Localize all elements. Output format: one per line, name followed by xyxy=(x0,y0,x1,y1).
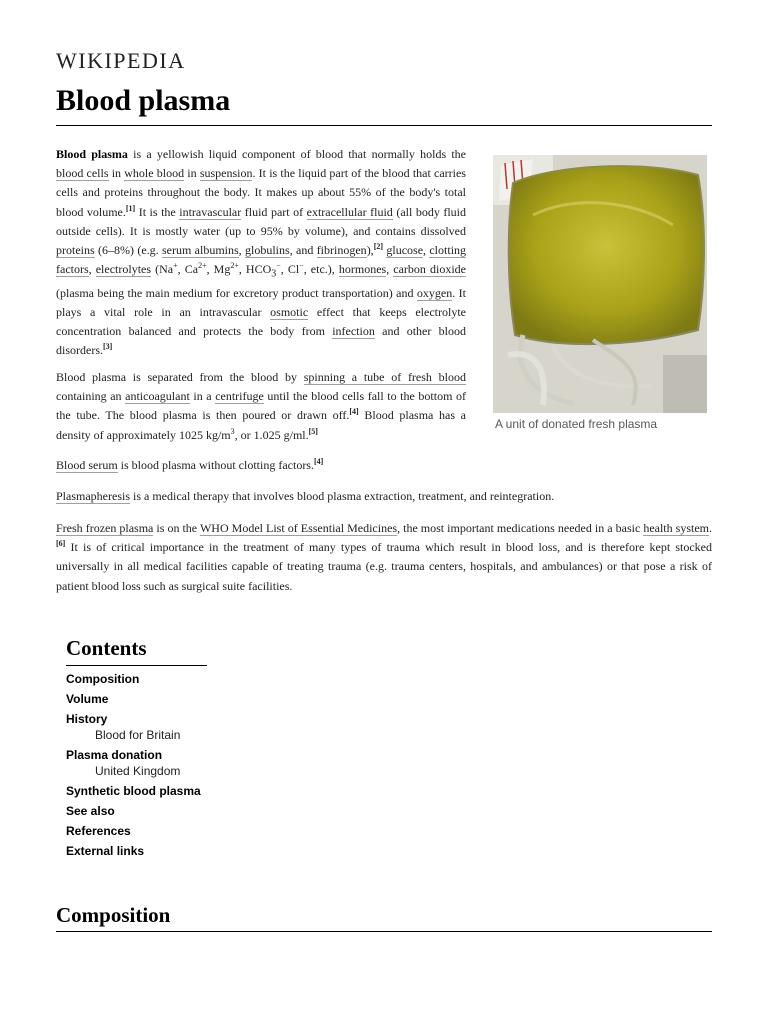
link-infection[interactable]: infection xyxy=(332,324,375,339)
toc-item-history[interactable]: History Blood for Britain xyxy=(66,712,366,742)
link-spinning-tube[interactable]: spinning a tube of fresh blood xyxy=(303,370,466,384)
link-blood-cells[interactable]: blood cells xyxy=(56,166,109,181)
citation-3[interactable]: [3] xyxy=(103,342,113,352)
link-fresh-frozen-plasma[interactable]: Fresh frozen plasma xyxy=(56,521,154,535)
intro-paragraph-3: Blood serum is blood plasma without clotting factors.[4] xyxy=(56,457,324,472)
link-electrolytes[interactable]: electrolytes xyxy=(95,262,152,277)
page-title: Blood plasma xyxy=(56,84,231,117)
table-of-contents xyxy=(66,636,366,864)
toc-item-external-links[interactable]: External links xyxy=(66,844,145,858)
plasma-bag-image[interactable] xyxy=(493,155,707,413)
link-who-essential-medicines[interactable]: WHO Model List of Essential Medicines xyxy=(199,521,398,535)
title-divider xyxy=(56,125,712,126)
toc-item-composition[interactable]: Composition xyxy=(66,672,140,686)
figure-caption: A unit of donated fresh plasma xyxy=(495,417,658,431)
citation-4b[interactable]: [4] xyxy=(313,457,324,466)
citation-4[interactable]: [4] xyxy=(349,407,359,417)
link-extracellular-fluid[interactable]: extracellular fluid xyxy=(306,204,393,219)
citation-6[interactable]: [6] xyxy=(56,539,66,549)
toc-list xyxy=(66,672,366,858)
toc-item-references[interactable]: References xyxy=(66,824,131,838)
link-hormones[interactable]: hormones xyxy=(338,262,387,277)
link-plasmapheresis[interactable]: Plasmapheresis xyxy=(56,489,130,503)
link-intravascular[interactable]: intravascular xyxy=(179,204,242,219)
link-health-system[interactable]: health system xyxy=(643,521,709,535)
wikipedia-logo[interactable]: WIKIPEDIA xyxy=(56,48,186,73)
link-proteins[interactable]: proteins xyxy=(56,243,95,258)
link-whole-blood[interactable]: whole blood xyxy=(124,166,185,181)
toc-item-plasma-donation[interactable]: Plasma donation United Kingdom xyxy=(66,748,366,778)
intro-paragraph-4: Plasmapheresis is a medical therapy that involves blood plasma extraction, treatment, and reintegration. xyxy=(56,489,555,503)
link-serum-albumins[interactable]: serum albumins xyxy=(162,243,239,258)
toc-subitem-blood-for-britain[interactable]: Blood for Britain xyxy=(95,728,181,742)
toc-item-see-also[interactable]: See also xyxy=(66,804,115,818)
link-carbon-dioxide[interactable]: carbon dioxide xyxy=(393,262,466,277)
link-osmotic[interactable]: osmotic xyxy=(270,305,309,320)
link-anticoagulant[interactable]: anticoagulant xyxy=(125,389,190,404)
link-fibrinogen[interactable]: fibrinogen xyxy=(316,243,367,258)
toc-item-synthetic-blood-plasma[interactable]: Synthetic blood plasma xyxy=(66,784,201,798)
link-suspension[interactable]: suspension xyxy=(199,166,253,181)
toc-title: Contents xyxy=(66,636,207,666)
link-globulins[interactable]: globulins xyxy=(245,243,290,258)
link-oxygen[interactable]: oxygen xyxy=(416,285,453,300)
toc-subitem-united-kingdom[interactable]: United Kingdom xyxy=(95,764,181,778)
toc-item-volume[interactable]: Volume xyxy=(66,692,109,706)
intro-paragraph-5: Fresh frozen plasma is on the WHO Model List of Essential Medicines, the most important medications needed in a basic health system.[6] It is of critical importance in the treatment of many types of trauma which result in blood loss, and is therefore kept stocked universally in all medical facilities capable of treating trauma (e.g. trauma centers, hospitals, and ambulances) or that pose a risk of patient blood loss such as surgical suite facilities. xyxy=(56,521,712,593)
intro-paragraph-2: Blood plasma is separated from the blood by spinning a tube of fresh blood containing an anticoagulant in a centrifuge until the blood cells fall to the bottom of the tube. The blood plasma is then poured or drawn off.[4] Blood plasma has a density of approximately 1025 $kg/m^3$, or 1.025 g/ml.[5] xyxy=(56,370,466,442)
link-blood-serum[interactable]: Blood serum xyxy=(56,458,118,472)
section-heading-composition: Composition xyxy=(56,903,712,932)
intro-paragraph-1: Blood plasma is a yellowish liquid component of blood that normally holds the blood cells in whole blood in suspension. It is the liquid part of the blood that carries cells and proteins throughout the body. It makes up about 55% of the body's total blood volume.[1] It is the intravascular fluid part of extracellular fluid (all body fluid outside cells). It is mostly water (up to 95% by volume), and contains dissolved proteins (6–8%) (e.g. serum albumins, globulins, and fibrinogen),[2] glucose, clotting factors, electrolytes (Na+, $Ca^{2+}$, $Mg^{2+}$, $HCO_3^-$, Cl−, etc.), hormones, carbon dioxide (plasma being the main medium for excretory product transportation) and oxygen. It plays a vital role in an intravascular osmotic effect that keeps electrolyte concentration balanced and protects the body from infection and other blood disorders.[3] xyxy=(56,147,467,358)
infobox-figure xyxy=(493,155,707,431)
citation-1[interactable]: [1] xyxy=(125,203,136,213)
link-clotting-factors[interactable]: clotting factors xyxy=(56,243,467,277)
citation-2[interactable]: [2] xyxy=(373,242,384,252)
link-glucose[interactable]: glucose xyxy=(386,243,424,258)
citation-5[interactable]: [5] xyxy=(308,426,318,436)
link-centrifuge[interactable]: centrifuge xyxy=(215,389,264,404)
